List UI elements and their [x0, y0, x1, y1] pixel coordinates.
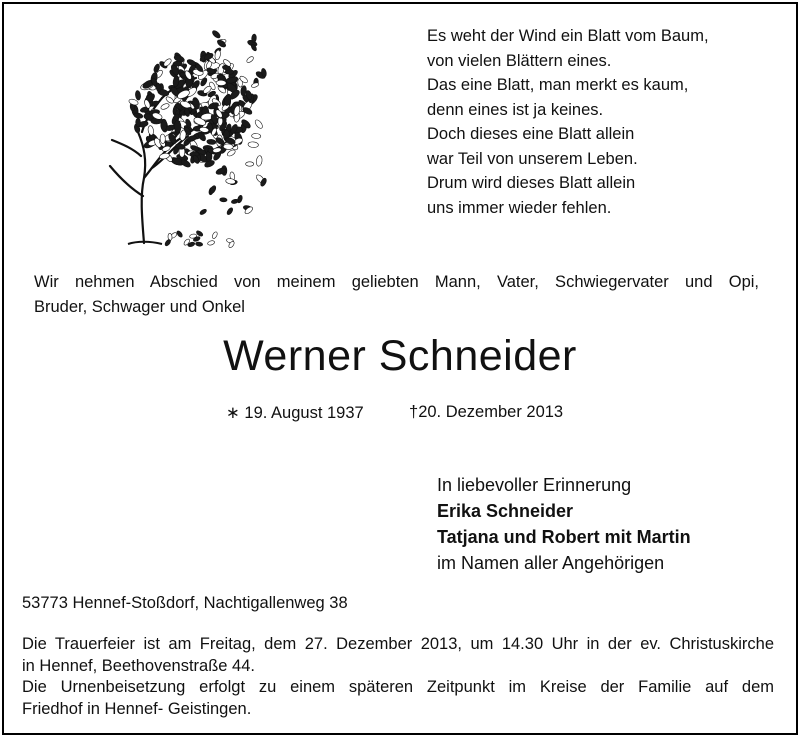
death-cross-icon: †	[409, 403, 419, 421]
windblown-tree-icon	[92, 28, 267, 250]
death-date-text: 20. Dezember 2013	[418, 403, 564, 421]
poem-line: war Teil von unserem Leben.	[427, 149, 638, 168]
remembrance-line: In liebevoller Erinnerung	[437, 475, 632, 495]
farewell-intro	[34, 270, 759, 320]
poem-line: Das eine Blatt, man merkt es kaum,	[427, 76, 689, 94]
poem-line: Drum wird dieses Blatt allein	[427, 174, 636, 192]
relatives-line: im Namen aller Angehörigen	[437, 553, 665, 573]
address: 53773 Hennef-Stoßdorf, Nachtigallenweg 38	[22, 594, 348, 612]
birth-date	[226, 403, 364, 423]
intro-line: Wir nehmen Abschied von meinem geliebten Mann, Vater, Schwiegervater und Opi,	[34, 273, 759, 291]
poem-line: Doch dieses eine Blatt allein	[427, 125, 635, 143]
mourner-name: Tatjana und Robert mit Martin	[437, 527, 691, 547]
poem-line: denn eines ist ja keines.	[427, 100, 604, 119]
funeral-notice	[22, 634, 774, 720]
notice-line: in Hennef, Beethovenstraße 44.	[22, 656, 255, 675]
notice-line: Friedhof in Hennef- Geistingen.	[22, 699, 252, 718]
intro-line: Bruder, Schwager und Onkel	[34, 298, 245, 316]
birth-star-icon: ∗	[226, 404, 240, 422]
poem-line: Es weht der Wind ein Blatt vom Baum,	[427, 27, 709, 45]
notice-line: Die Trauerfeier ist am Freitag, dem 27. Dezember 2013, um 14.30 Uhr in der ev. Christuskirche	[22, 635, 774, 653]
poem-line: uns immer wieder fehlen.	[427, 198, 612, 217]
birth-date-text: 19. August 1937	[244, 404, 364, 422]
poem-line: von vielen Blättern eines.	[427, 51, 612, 70]
poem	[427, 24, 709, 220]
death-date	[409, 403, 563, 422]
signature-block	[437, 472, 691, 576]
mourner-name: Erika Schneider	[437, 501, 574, 521]
deceased-name: Werner Schneider	[223, 332, 577, 380]
notice-line: Die Urnenbeisetzung erfolgt zu einem späteren Zeitpunkt im Kreise der Familie auf dem	[22, 678, 774, 696]
